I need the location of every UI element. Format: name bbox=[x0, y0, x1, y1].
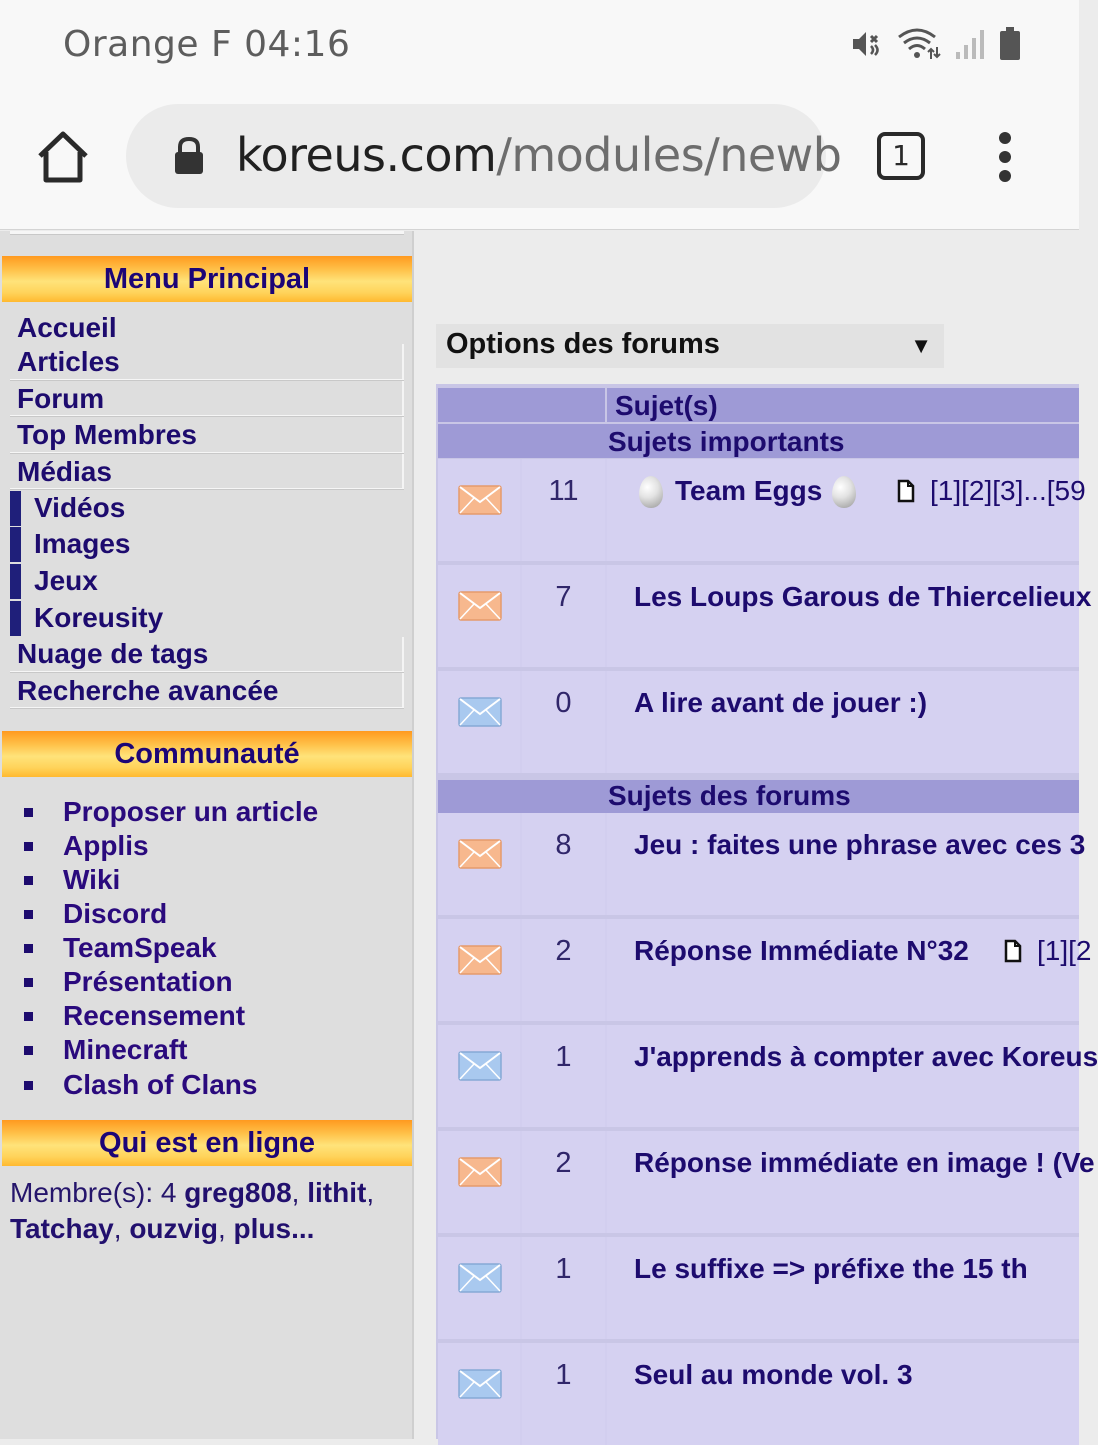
menu-item-articles[interactable]: Articles bbox=[17, 346, 120, 377]
member-link[interactable]: Tatchay bbox=[10, 1213, 114, 1244]
page-links[interactable]: [1][2][3]...[59 bbox=[930, 475, 1086, 506]
signal-icon bbox=[955, 28, 985, 60]
bullet bbox=[24, 876, 33, 885]
reply-count: 0 bbox=[555, 687, 572, 719]
online-members: Membre(s): 4 greg808, lithit, Tatchay, ouzvig, plus... bbox=[10, 1177, 375, 1244]
bullet bbox=[24, 944, 33, 953]
submenu-item-images[interactable]: Images bbox=[34, 528, 131, 559]
qui-est-en-ligne-header: Qui est en ligne bbox=[2, 1120, 412, 1166]
overflow-menu-icon[interactable] bbox=[992, 132, 1018, 182]
envelope-icon bbox=[458, 1051, 502, 1081]
link-proposer-un-article[interactable]: Proposer un article bbox=[63, 796, 319, 827]
submenu-marker bbox=[10, 491, 21, 526]
menu-item-forum[interactable]: Forum bbox=[17, 383, 105, 414]
link-wiki[interactable]: Wiki bbox=[63, 864, 121, 895]
submenu-item-jeux[interactable]: Jeux bbox=[34, 565, 98, 596]
url-path: /modules/newb bbox=[496, 128, 842, 182]
envelope-icon bbox=[458, 591, 502, 621]
member-link[interactable]: lithit bbox=[307, 1177, 367, 1208]
link-recensement[interactable]: Recensement bbox=[63, 1000, 246, 1031]
topic-title-link[interactable]: A lire avant de jouer :) bbox=[634, 687, 928, 718]
reply-count: 1 bbox=[555, 1359, 572, 1391]
menu-divider bbox=[10, 671, 404, 673]
link-teamspeak[interactable]: TeamSpeak bbox=[63, 932, 217, 963]
envelope-icon bbox=[458, 1369, 502, 1399]
topic-title-link[interactable]: J'apprends à compter avec Koreus bbox=[634, 1041, 1098, 1072]
section-title-forums: Sujets des forums bbox=[608, 780, 851, 811]
link-applis[interactable]: Applis bbox=[63, 830, 149, 861]
envelope-icon bbox=[458, 697, 502, 727]
egg-icon bbox=[639, 476, 663, 508]
submenu-marker bbox=[10, 527, 21, 562]
page-links[interactable]: [1][2 bbox=[1037, 935, 1092, 966]
link-clash-of-clans[interactable]: Clash of Clans bbox=[63, 1069, 258, 1100]
browser-toolbar bbox=[0, 92, 1079, 230]
wifi-icon bbox=[897, 27, 941, 61]
submenu-marker bbox=[10, 601, 21, 636]
battery-icon bbox=[999, 27, 1021, 61]
bullet bbox=[24, 1081, 33, 1090]
menu-principal-header: Menu Principal bbox=[2, 256, 412, 302]
topic-title-link[interactable]: Seul au monde vol. 3 bbox=[634, 1359, 913, 1390]
reply-count: 1 bbox=[555, 1253, 572, 1285]
menu-divider bbox=[10, 379, 404, 381]
topic-title-link[interactable]: Réponse Immédiate N°32 bbox=[634, 935, 969, 966]
status-bar bbox=[0, 0, 1079, 92]
topic-title-link[interactable]: Les Loups Garous de Thiercelieux bbox=[634, 581, 1092, 612]
menu-divider bbox=[10, 415, 404, 417]
table-header-row bbox=[438, 388, 1079, 422]
menu-divider bbox=[10, 488, 404, 490]
reply-count: 8 bbox=[555, 829, 572, 861]
link-presentation[interactable]: Présentation bbox=[63, 966, 233, 997]
link-discord[interactable]: Discord bbox=[63, 898, 168, 929]
reply-count: 7 bbox=[555, 581, 572, 613]
communaute-header: Communauté bbox=[2, 731, 412, 777]
document-icon bbox=[897, 479, 915, 503]
section-title-important: Sujets importants bbox=[608, 426, 845, 457]
menu-divider bbox=[10, 707, 404, 709]
submenu-item-koreusity[interactable]: Koreusity bbox=[34, 602, 164, 633]
egg-icon bbox=[832, 476, 856, 508]
topic-title-link[interactable]: Team Eggs bbox=[675, 475, 823, 506]
status-icons bbox=[849, 26, 1021, 62]
bullet bbox=[24, 978, 33, 987]
envelope-icon bbox=[458, 485, 502, 515]
topic-title-link[interactable]: Réponse immédiate en image ! (Ve bbox=[634, 1147, 1095, 1178]
bullet bbox=[24, 910, 33, 919]
forum-options-label: Options des forums bbox=[446, 328, 720, 360]
member-link[interactable]: ouzvig bbox=[129, 1213, 218, 1244]
url-host: koreus.com bbox=[236, 128, 497, 182]
reply-count: 11 bbox=[548, 475, 579, 507]
lock-icon bbox=[172, 136, 206, 176]
reply-count: 2 bbox=[555, 935, 572, 967]
menu-item-nuage-de-tags[interactable]: Nuage de tags bbox=[17, 638, 209, 669]
bullet bbox=[24, 842, 33, 851]
menu-item-accueil[interactable]: Accueil bbox=[17, 312, 117, 343]
url-text[interactable] bbox=[236, 128, 842, 182]
vibrate-mute-icon bbox=[849, 27, 883, 61]
bullet bbox=[24, 1046, 33, 1055]
envelope-icon bbox=[458, 1157, 502, 1187]
envelope-icon bbox=[458, 945, 502, 975]
menu-item-medias[interactable]: Médias bbox=[17, 456, 112, 487]
status-carrier-time: Orange F 04:16 bbox=[63, 24, 351, 65]
online-more-link[interactable]: plus... bbox=[233, 1213, 315, 1244]
online-count: Membre(s): 4 bbox=[10, 1177, 185, 1208]
member-link[interactable]: greg808 bbox=[184, 1177, 292, 1208]
menu-item-recherche-avancee[interactable]: Recherche avancée bbox=[17, 675, 279, 706]
document-icon bbox=[1004, 939, 1022, 963]
submenu-marker bbox=[10, 564, 21, 599]
bullet bbox=[24, 808, 33, 817]
link-minecraft[interactable]: Minecraft bbox=[63, 1034, 188, 1065]
bullet bbox=[24, 1012, 33, 1021]
topic-title-link[interactable]: Le suffixe => préfixe the 15 th bbox=[634, 1253, 1028, 1284]
reply-count: 2 bbox=[555, 1147, 572, 1179]
home-icon[interactable] bbox=[34, 130, 92, 184]
menu-divider bbox=[10, 452, 404, 454]
reply-count: 1 bbox=[555, 1041, 572, 1073]
sidebar-top-divider bbox=[10, 231, 404, 235]
column-header-subject[interactable]: Sujet(s) bbox=[615, 390, 718, 421]
envelope-icon bbox=[458, 1263, 502, 1293]
menu-item-top-membres[interactable]: Top Membres bbox=[17, 419, 197, 450]
submenu-item-videos[interactable]: Vidéos bbox=[34, 492, 126, 523]
envelope-icon bbox=[458, 839, 502, 869]
topic-title-link[interactable]: Jeu : faites une phrase avec ces 3 bbox=[634, 829, 1086, 860]
forum-options-select[interactable] bbox=[436, 324, 944, 368]
tab-switcher-button[interactable]: 1 bbox=[877, 132, 925, 180]
dropdown-arrow-icon: ▼ bbox=[910, 333, 932, 358]
